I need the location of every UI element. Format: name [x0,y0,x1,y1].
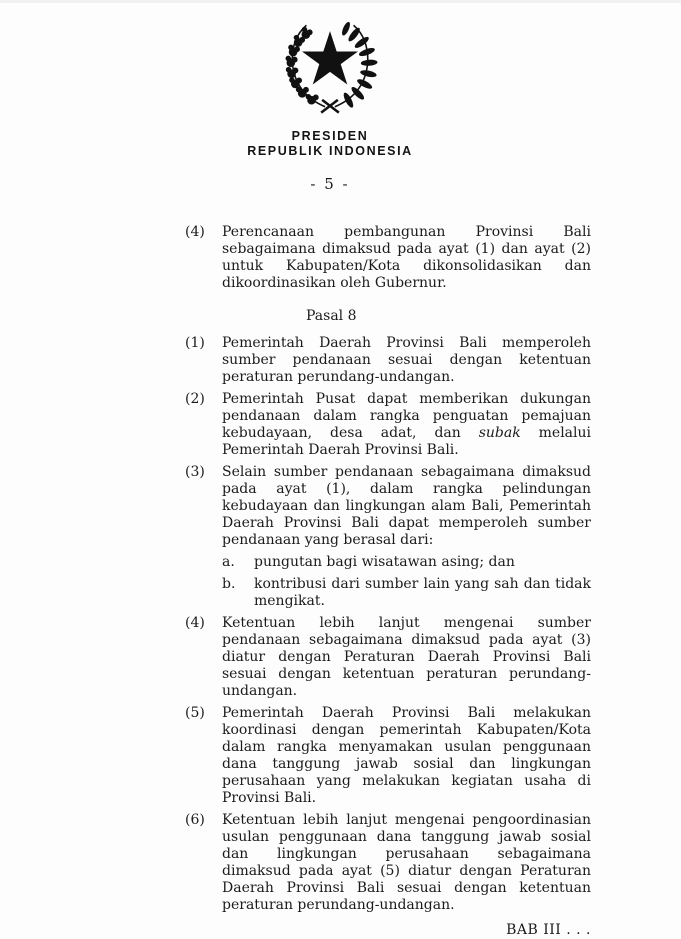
page-number: - 5 - [310,175,350,193]
letterhead [247,129,413,158]
clause-carryover-4 [185,224,591,292]
clause-text: Pemerintah Daerah Provinsi Bali melakukan koordinasi dengan pemerintah Kabupaten/Kota dalam rangka menyamakan usulan penggunaan dana tanggung jawab sosial dan lingkungan perusahaan yang melakukan kegiatan usaha di Provinsi Bali. [222,705,591,806]
clause-3 [185,464,591,610]
clause-marker: (5) [185,705,205,721]
clause-marker: (4) [185,615,205,631]
clause-text-run: Pemerintah Pusat dapat memberikan dukungan pendanaan dalam rangka penguatan pemajuan kebudayaan, desa adat, dan [222,391,591,441]
clause-marker: (4) [185,224,205,240]
next-section-catchword: BAB III . . . [506,922,591,938]
clause-4 [185,615,591,700]
document-body [185,224,591,939]
clause-text: Ketentuan lebih lanjut mengenai sumber pendanaan sebagaimana dimaksud pada ayat (3) diatur dengan Peraturan Daerah Provinsi Bali sesuai dengan ketentuan peraturan perundang-undangan. [222,615,591,699]
letterhead-line-presiden: PRESIDEN [291,129,369,143]
clause-lead-text: Selain sumber pendanaan sebagaimana dimaksud pada ayat (1), dalam rangka pelindungan kebudayaan dan lingkungan alam Bali, Pemerintah Daerah Provinsi Bali dapat memperoleh sumber pendanaan yang berasal dari: [222,464,591,548]
subclause-text: kontribusi dari sumber lain yang sah dan tidak mengikat. [254,576,591,609]
clause-marker: (3) [185,464,205,480]
subclause-b [222,576,591,610]
clause-text-run: melalui Pemerintah Daerah Provinsi Bali. [222,425,591,458]
letterhead-line-republik-indonesia: REPUBLIK INDONESIA [247,143,413,158]
article-heading-pasal-8: Pasal 8 [306,308,357,324]
clause-1 [185,335,591,386]
clause-6 [185,812,591,914]
clause-text [222,464,591,610]
clause-marker: (2) [185,391,205,407]
clause-2 [185,391,591,459]
clause-text: Ketentuan lebih lanjut mengenai pengoordinasian usulan penggunaan dana tanggung jawab sosial dan lingkungan perusahaan sebagaimana dimaksud pada ayat (5) diatur dengan Peraturan Daerah Provinsi Bali sesuai dengan ketentuan peraturan perundang-undangan. [222,812,591,913]
clause-text-italic-term: subak [478,425,521,441]
presidential-emblem-icon [276,16,384,115]
clause-marker: (1) [185,335,205,351]
subclause-marker: a. [222,554,235,570]
clause-text [222,391,591,459]
subclause-marker: b. [222,576,236,592]
subclause-a [222,554,591,571]
clause-text: Perencanaan pembangunan Provinsi Bali sebagaimana dimaksud pada ayat (1) dan ayat (2) untuk Kabupaten/Kota dikonsolidasikan dan dikoordinasikan oleh Gubernur. [222,224,591,291]
clause-5 [185,705,591,807]
clause-text: Pemerintah Daerah Provinsi Bali memperoleh sumber pendanaan sesuai dengan ketentuan peraturan perundang-undangan. [222,335,591,385]
clause-marker: (6) [185,812,205,828]
subclause-text: pungutan bagi wisatawan asing; dan [254,554,515,570]
